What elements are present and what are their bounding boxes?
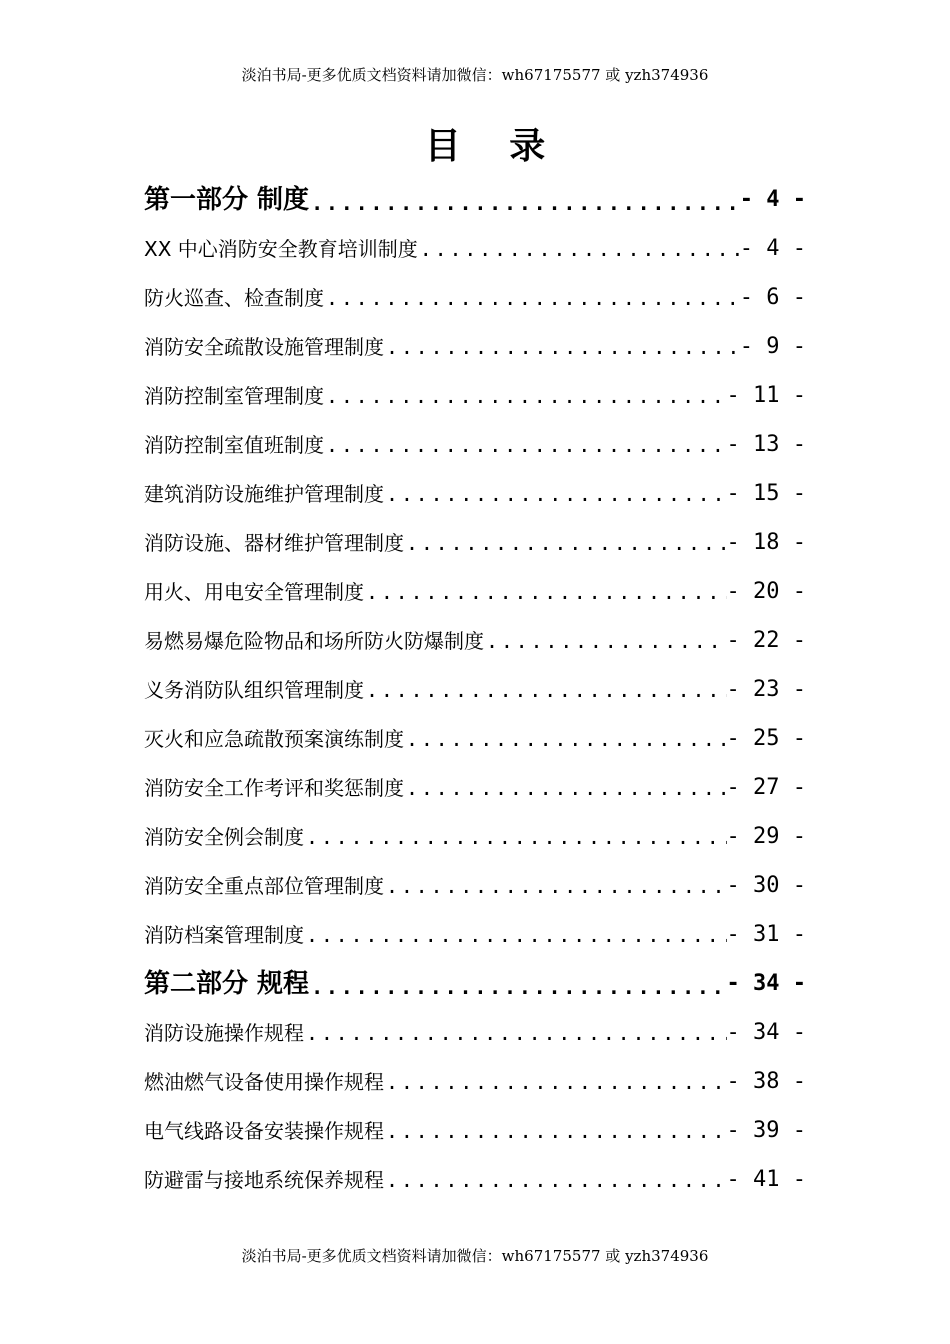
dot-leader xyxy=(384,484,727,518)
toc-entry[interactable] xyxy=(144,224,806,273)
toc-entry-label: 消防控制室管理制度 xyxy=(144,383,324,408)
dot-leader xyxy=(309,977,726,1008)
toc-entry-label: 消防设施操作规程 xyxy=(144,1020,304,1045)
toc-entry-page-number: - 29 - xyxy=(726,823,806,849)
toc-entry-label: 消防安全疏散设施管理制度 xyxy=(144,334,384,359)
page-header: 淡泊书局-更多优质文档资料请加微信：wh67175577 或 yzh374936 xyxy=(241,66,709,84)
dot-leader xyxy=(404,729,727,763)
toc-entry[interactable] xyxy=(144,322,806,371)
toc-part-heading[interactable] xyxy=(144,959,806,1008)
toc-entry-label: 用火、用电安全管理制度 xyxy=(144,579,364,604)
toc-entry-page-number: - 41 - xyxy=(726,1166,806,1192)
toc-entry-label: 建筑消防设施维护管理制度 xyxy=(144,481,384,506)
toc-entry-page-number: - 22 - xyxy=(726,627,806,653)
toc-entry-label: 消防档案管理制度 xyxy=(144,922,304,947)
toc-entry-page-number: - 20 - xyxy=(726,578,806,604)
toc-entry-page-number: - 31 - xyxy=(726,921,806,947)
dot-leader xyxy=(324,435,727,469)
page-title: 目 录 xyxy=(424,126,546,167)
toc-entry-page-number: - 4 - xyxy=(739,186,806,212)
dot-leader xyxy=(364,582,727,616)
toc-entry-page-number: - 34 - xyxy=(726,970,806,996)
dot-leader xyxy=(364,680,727,714)
toc-entry-label: 消防安全例会制度 xyxy=(144,824,304,849)
toc-entry[interactable] xyxy=(144,518,806,567)
toc-entry-label: 防火巡查、检查制度 xyxy=(144,285,324,310)
toc-entry-label: 义务消防队组织管理制度 xyxy=(144,677,364,702)
dot-leader xyxy=(484,631,727,665)
toc-entry-page-number: - 39 - xyxy=(726,1117,806,1143)
toc-entry-label: 消防安全工作考评和奖惩制度 xyxy=(144,775,404,800)
toc-entry-page-number: - 15 - xyxy=(726,480,806,506)
toc-entry[interactable] xyxy=(144,714,806,763)
dot-leader xyxy=(309,193,740,224)
toc-entry[interactable] xyxy=(144,1106,806,1155)
dot-leader xyxy=(384,337,740,371)
dot-leader xyxy=(324,386,727,420)
toc-entry-page-number: - 25 - xyxy=(726,725,806,751)
dot-leader xyxy=(384,1170,727,1204)
dot-leader xyxy=(384,1072,727,1106)
toc-entry-label: 灭火和应急疏散预案演练制度 xyxy=(144,726,404,751)
toc-entry[interactable] xyxy=(144,1057,806,1106)
toc-entry[interactable] xyxy=(144,273,806,322)
page-footer: 淡泊书局-更多优质文档资料请加微信：wh67175577 或 yzh374936 xyxy=(241,1247,709,1265)
toc-entry[interactable] xyxy=(144,420,806,469)
toc-entry[interactable] xyxy=(144,1155,806,1204)
toc-part-heading[interactable] xyxy=(144,175,806,224)
toc-entry[interactable] xyxy=(144,1008,806,1057)
dot-leader xyxy=(304,827,727,861)
toc-entry-label: 第一部分 制度 xyxy=(144,184,310,215)
toc-entry-label: XX 中心消防安全教育培训制度 xyxy=(144,236,418,261)
toc-entry[interactable] xyxy=(144,371,806,420)
toc-entry-page-number: - 9 - xyxy=(739,333,806,359)
toc-entry-label: 消防安全重点部位管理制度 xyxy=(144,873,384,898)
dot-leader xyxy=(304,925,727,959)
toc-entry[interactable] xyxy=(144,469,806,518)
toc-entry-page-number: - 30 - xyxy=(726,872,806,898)
toc-entry-page-number: - 38 - xyxy=(726,1068,806,1094)
toc-entry-page-number: - 18 - xyxy=(726,529,806,555)
toc-entry[interactable] xyxy=(144,763,806,812)
toc-entry[interactable] xyxy=(144,812,806,861)
dot-leader xyxy=(384,1121,727,1155)
table-of-contents xyxy=(144,175,806,1204)
toc-entry[interactable] xyxy=(144,910,806,959)
toc-entry-page-number: - 11 - xyxy=(726,382,806,408)
toc-entry-label: 防避雷与接地系统保养规程 xyxy=(144,1167,384,1192)
dot-leader xyxy=(304,1023,727,1057)
toc-entry-label: 易燃易爆危险物品和场所防火防爆制度 xyxy=(144,628,484,653)
dot-leader xyxy=(418,239,740,273)
toc-entry-label: 消防控制室值班制度 xyxy=(144,432,324,457)
toc-entry-page-number: - 27 - xyxy=(726,774,806,800)
dot-leader xyxy=(324,288,740,322)
dot-leader xyxy=(404,778,727,812)
toc-entry-label: 燃油燃气设备使用操作规程 xyxy=(144,1069,384,1094)
toc-entry[interactable] xyxy=(144,665,806,714)
dot-leader xyxy=(404,533,727,567)
toc-entry[interactable] xyxy=(144,861,806,910)
toc-entry[interactable] xyxy=(144,567,806,616)
dot-leader xyxy=(384,876,727,910)
toc-entry-page-number: - 23 - xyxy=(726,676,806,702)
toc-entry-page-number: - 6 - xyxy=(739,284,806,310)
toc-entry[interactable] xyxy=(144,616,806,665)
toc-entry-label: 消防设施、器材维护管理制度 xyxy=(144,530,404,555)
toc-entry-page-number: - 4 - xyxy=(739,235,806,261)
toc-entry-page-number: - 13 - xyxy=(726,431,806,457)
toc-entry-page-number: - 34 - xyxy=(726,1019,806,1045)
toc-entry-label: 电气线路设备安装操作规程 xyxy=(144,1118,384,1143)
toc-entry-label: 第二部分 规程 xyxy=(144,968,310,999)
